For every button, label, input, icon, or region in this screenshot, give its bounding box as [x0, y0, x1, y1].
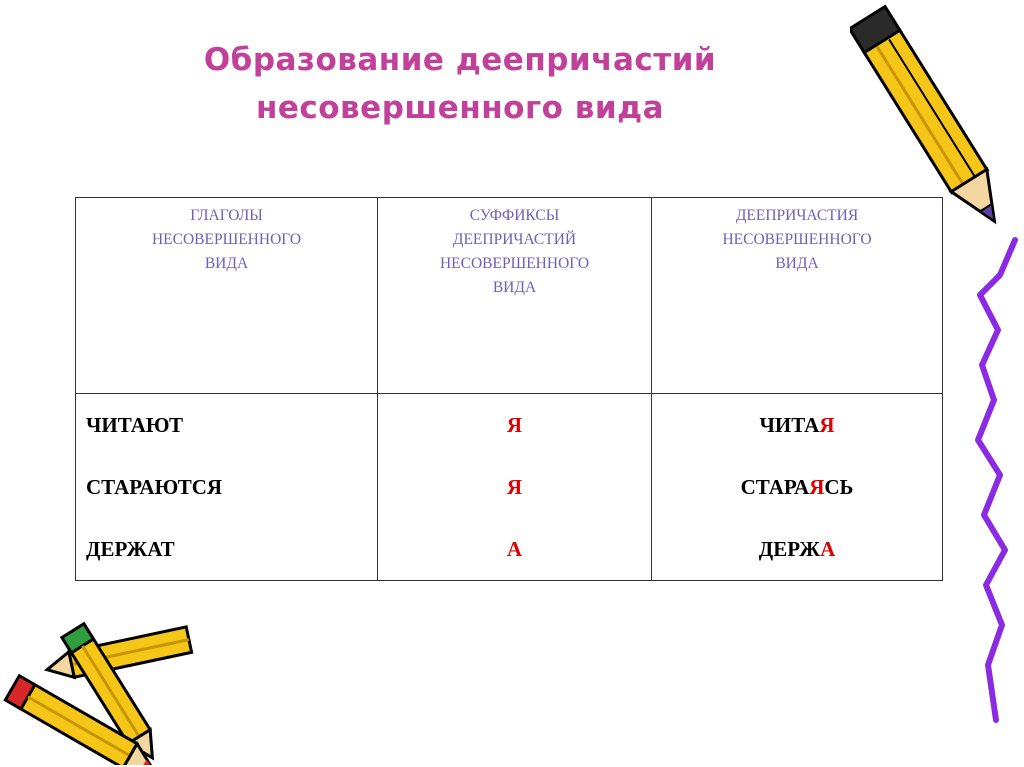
header-text: ВИДА — [204, 255, 249, 272]
participle-table — [75, 197, 943, 581]
header-cell-verbs — [76, 198, 378, 394]
header-text: ДЕЕПРИЧАСТИЙ — [452, 231, 577, 248]
header-text: НЕСОВЕРШЕННОГО — [151, 231, 302, 248]
table-body-row — [76, 394, 943, 581]
suffixes-cell — [378, 394, 652, 581]
participle-stem: ДЕРЖ — [758, 537, 821, 561]
participle-suffix: Я — [809, 475, 825, 499]
participle-tail: СЬ — [824, 475, 854, 499]
header-cell-suffixes — [378, 198, 652, 394]
header-text: НЕСОВЕРШЕННОГО — [439, 255, 590, 272]
pencils-bottom-left-icon — [0, 615, 210, 765]
pencil-top-right-icon — [850, 0, 1010, 245]
table-header-row — [76, 198, 943, 394]
participle-suffix: Я — [819, 413, 835, 437]
verb-item: СТАРАЮТСЯ — [86, 475, 223, 499]
verb-item: ЧИТАЮТ — [86, 413, 184, 437]
participles-cell — [652, 394, 943, 581]
title-line-2: несовершенного вида — [255, 90, 665, 126]
suffix-item: Я — [506, 475, 523, 499]
suffix-item: Я — [506, 413, 523, 437]
participle-item — [652, 518, 942, 580]
title-line-1: Образование деепричастий — [203, 42, 717, 78]
header-text: ВИДА — [492, 279, 537, 296]
header-text: НЕСОВЕРШЕННОГО — [722, 231, 872, 248]
slide-title — [160, 36, 760, 132]
participle-item — [652, 394, 942, 456]
participle-item — [652, 456, 942, 518]
squiggle-line-icon — [960, 235, 1024, 725]
suffix-item: А — [506, 537, 523, 561]
participle-suffix: А — [820, 537, 836, 561]
header-text: СУФФИКСЫ — [469, 207, 560, 224]
verb-item: ДЕРЖАТ — [86, 537, 175, 561]
verbs-cell — [76, 394, 378, 581]
participle-stem: СТАРА — [740, 475, 810, 499]
header-text: ГЛАГОЛЫ — [190, 207, 263, 224]
header-text: ВИДА — [775, 255, 819, 272]
participle-stem: ЧИТА — [759, 413, 820, 437]
header-text: ДЕЕПРИЧАСТИЯ — [735, 207, 859, 224]
